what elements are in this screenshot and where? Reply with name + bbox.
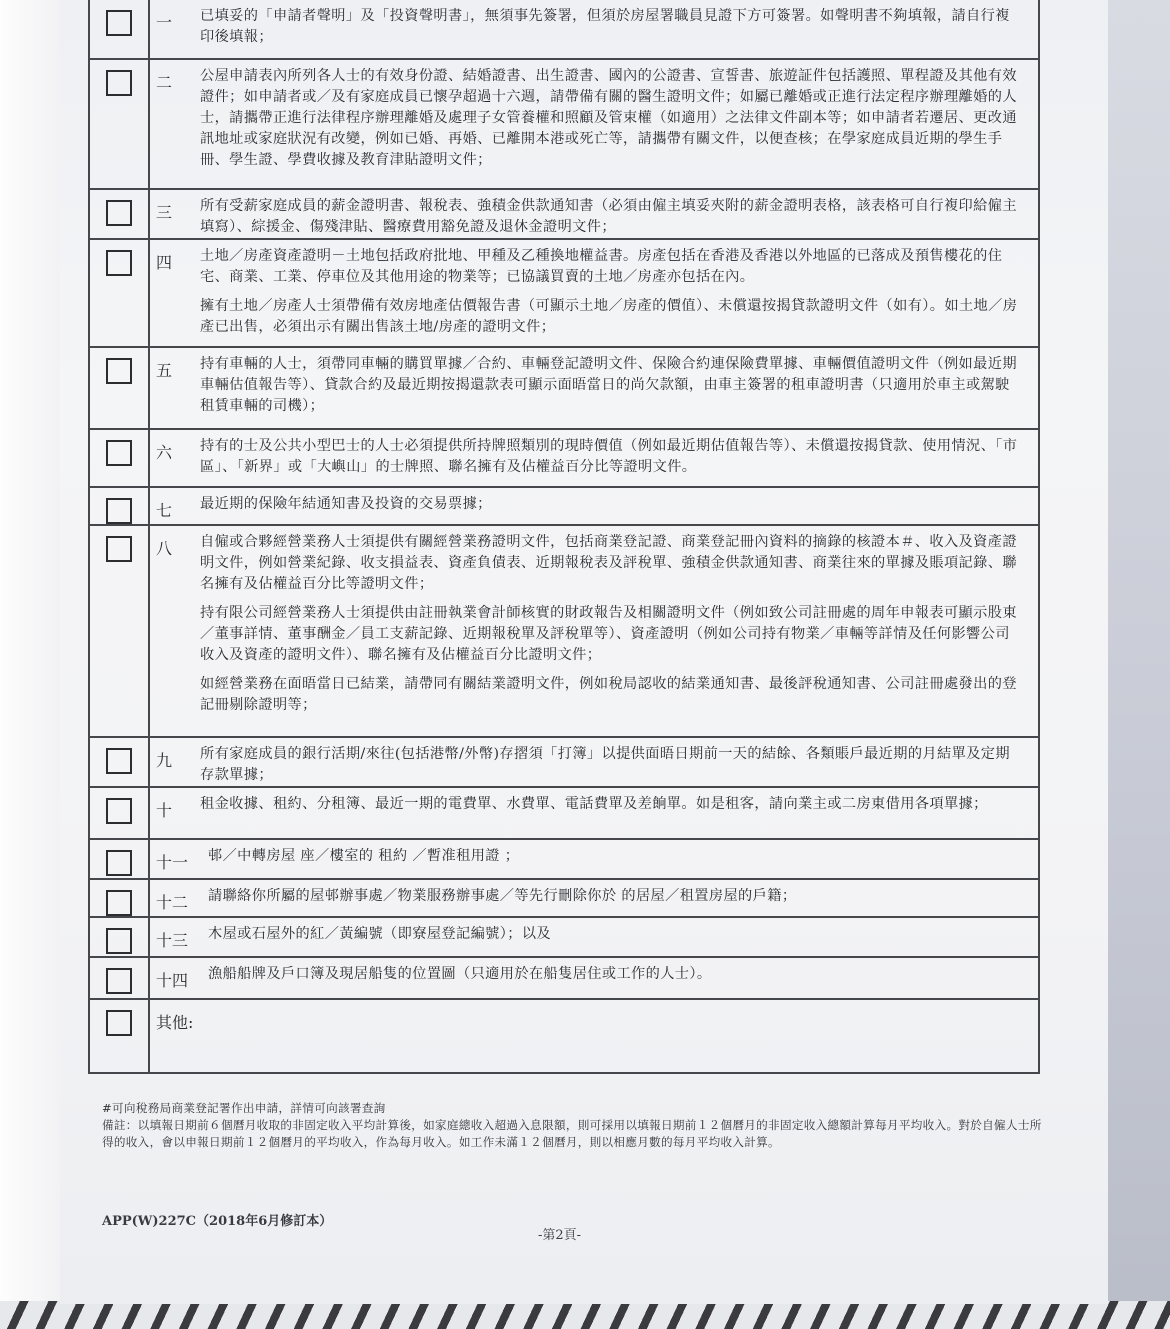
checklist-row [90, 348, 1038, 430]
checklist-row [90, 240, 1038, 348]
item-paragraph: 擁有土地／房產人士須帶備有效房地產估價報告書（可顯示土地／房產的價值）、未償還按揭貸款證明文件（如有）。如土地／房產已出售，必須出示有關出售該土地/房產的證明文件； [200, 298, 1018, 335]
checkbox-cell [90, 488, 148, 524]
checkbox-cell [90, 348, 148, 428]
checklist-row [90, 526, 1038, 738]
item-paragraph: 持有限公司經營業務人士須提供由註冊執業會計師核實的財政報告及相關證明文件（例如致公司註冊處的周年申報表可顯示股東／董事詳情、董事酬金／員工支薪記錄、近期報稅單及評稅單等）、資產證明（例如公司持有物業／車輛等詳情及任何影響公司收入及資產的證明文件）、聯名擁有及佔權益百分比證明文件； [200, 605, 1017, 663]
page-number: -第2頁- [538, 1228, 582, 1243]
checklist-row [90, 60, 1038, 190]
item-paragraph: 如經營業務在面晤當日已結業，請帶同有關結業證明文件，例如稅局認收的結業通知書、最後評稅通知書、公司註冊處發出的登記冊剔除證明等； [200, 676, 1017, 713]
background-fabric [0, 1301, 1170, 1329]
checklist-row [90, 958, 1038, 1000]
checkbox[interactable] [106, 10, 132, 36]
checkbox-cell [90, 880, 148, 916]
checkbox[interactable] [106, 890, 132, 916]
item-text [192, 0, 1038, 58]
checklist-table [88, 0, 1040, 1074]
item-paragraph: 漁船船牌及戶口簿及現居船隻的位置圖（只適用於在船隻居住或工作的人士）。 [208, 966, 712, 982]
item-text [192, 430, 1038, 486]
item-paragraph: 已填妥的「申請者聲明」及「投資聲明書」，無須事先簽署，但須於房屋署職員見證下方可簽署。如聲明書不夠填報，請自行複印後填報； [200, 8, 1010, 45]
checkbox-cell [90, 60, 148, 188]
item-number: 六 [148, 430, 192, 486]
item-text [192, 488, 1038, 524]
checkbox[interactable] [106, 748, 132, 774]
checkbox[interactable] [106, 200, 132, 226]
item-number: 十四 [148, 958, 200, 998]
item-number: 四 [148, 240, 192, 346]
checkbox-cell [90, 840, 148, 878]
footnotes [102, 1100, 1042, 1151]
item-paragraph: 木屋或石屋外的紅／黃編號（即寮屋登記編號）；以及 [208, 926, 552, 942]
background-right [1108, 0, 1170, 1329]
checkbox[interactable] [106, 250, 132, 276]
item-number: 三 [148, 190, 192, 238]
checklist-row [90, 840, 1038, 880]
item-paragraph: 所有家庭成員的銀行活期/來往(包括港幣/外幣)存摺須「打簿」以提供面晤日期前一天的結餘、各類賬戶最近期的月結單及定期存款單據； [200, 746, 1010, 783]
checkbox-cell [90, 918, 148, 956]
document-page [60, 0, 1108, 1304]
item-text [192, 190, 1038, 238]
item-paragraph: 租金收據、租約、分租簿、最近一期的電費單、水費單、電話費單及差餉單。如是租客，請向業主或二房東借用各項單據； [200, 796, 988, 812]
item-number: 七 [148, 488, 192, 524]
checklist-row [90, 738, 1038, 788]
checkbox[interactable] [106, 1010, 132, 1036]
checkbox[interactable] [106, 798, 132, 824]
remark: 備註：以填報日期前６個曆月收取的非固定收入平均計算後，如家庭總收入超過入息限額，則可採用以填報日期前１２個曆月的非固定收入總額計算每月平均收入。對於自僱人士所得的收入，會以申報日期前１２個曆月的平均收入，作為每月收入。如工作未滿１２個曆月，則以相應月數的每月平均收入計算。 [102, 1118, 1042, 1149]
checkbox[interactable] [106, 536, 132, 562]
item-text [200, 1000, 1038, 1072]
checkbox-cell [90, 526, 148, 736]
item-text [192, 60, 1038, 188]
item-number: 其他: [148, 1000, 200, 1072]
form-code: APP(W)227C（2018年6月修訂本） [102, 1214, 333, 1229]
item-text [192, 738, 1038, 786]
checkbox[interactable] [106, 928, 132, 954]
checklist-row [90, 918, 1038, 958]
checklist-row [90, 0, 1038, 60]
checklist-row [90, 488, 1038, 526]
item-text [192, 240, 1038, 346]
item-number: 十二 [148, 880, 200, 916]
item-paragraph: 持有的士及公共小型巴士的人士必須提供所持牌照類別的現時價值（例如最近期估值報告等）、未償還按揭貸款、使用情況、「市區」、「新界」或「大嶼山」的士牌照、聯名擁有及佔權益百分比等證明文件。 [200, 438, 1018, 475]
checkbox[interactable] [106, 358, 132, 384]
item-number: 十三 [148, 918, 200, 956]
item-number: 九 [148, 738, 192, 786]
checkbox[interactable] [106, 70, 132, 96]
item-text [192, 788, 1038, 838]
checkbox[interactable] [106, 440, 132, 466]
item-text [200, 958, 1038, 998]
checkbox-cell [90, 0, 148, 58]
item-paragraph: 所有受薪家庭成員的薪金證明書、報稅表、強積金供款通知書（必須由僱主填妥夾附的薪金證明表格，該表格可自行複印給僱主填寫）、綜援金、傷殘津貼、醫療費用豁免證及退休金證明文件； [200, 198, 1017, 235]
item-number: 八 [148, 526, 192, 736]
item-paragraph: 邨／中轉房屋 座／樓室的 租約 ／暫准租用證 ； [208, 848, 520, 864]
checkbox[interactable] [106, 850, 132, 876]
item-paragraph: 持有車輛的人士，須帶同車輛的購買單據／合約、車輛登記證明文件、保險合約連保險費單據、車輛價值證明文件（例如最近期車輛估值報告等）、貸款合約及最近期按揭還款表可顯示面晤當日的尚欠款額，由車主簽署的租車證明書（只適用於車主或駕駛租賃車輛的司機）； [200, 356, 1017, 414]
item-text [200, 840, 1038, 878]
checklist-row [90, 788, 1038, 840]
checkbox[interactable] [106, 968, 132, 994]
item-paragraph: 公屋申請表內所列各人士的有效身份證、結婚證書、出生證書、國內的公證書、宣誓書、旅遊証件包括護照、單程證及其他有效證件；如申請者或／及有家庭成員已懷孕超過十六週，請帶備有關的醫生證明文件；如屬已離婚或正進行法定程序辦理離婚的人士，請攜帶正進行法律程序辦理離婚及處理子女管養權和照顧及管束權（如適用）之法律文件副本等；如申請者若遷居、更改通訊地址或家庭狀況有改變，例如已婚、再婚、已離開本港或死亡等，請攜帶有關文件，以便查核；在學家庭成員近期的學生手冊、學生證、學費收據及教育津貼證明文件； [200, 68, 1017, 168]
item-number: 二 [148, 60, 192, 188]
item-text [192, 526, 1038, 736]
checkbox-cell [90, 430, 148, 486]
checkbox-cell [90, 958, 148, 998]
item-paragraph: 土地／房產資產證明－土地包括政府批地、甲種及乙種換地權益書。房產包括在香港及香港以外地區的已落成及預售樓花的住宅、商業、工業、停車位及其他用途的物業等；已協議買賣的土地／房產亦包括在內。 [200, 248, 1003, 285]
checkbox-cell [90, 1000, 148, 1072]
item-paragraph: 最近期的保險年結通知書及投資的交易票據； [200, 496, 492, 512]
item-number: 十 [148, 788, 192, 838]
item-number: 一 [148, 0, 192, 58]
hash-note: #可向稅務局商業登記署作出申請，詳情可向該署查詢 [102, 1101, 386, 1115]
item-paragraph: 請聯絡你所屬的屋邨辦事處／物業服務辦事處／等先行刪除你於 的居屋／租置房屋的戶籍； [208, 888, 797, 904]
checkbox-cell [90, 190, 148, 238]
item-number: 五 [148, 348, 192, 428]
item-paragraph: 自僱或合夥經營業務人士須提供有關經營業務證明文件，包括商業登記證、商業登記冊內資料的摘錄的核證本＃、收入及資產證明文件，例如營業紀錄、收支損益表、資產負債表、近期報稅表及評稅單、強積金供款通知書、商業往來的單據及賬項記錄、聯名擁有及佔權益百分比等證明文件； [200, 534, 1017, 592]
checkbox-cell [90, 788, 148, 838]
item-number: 十一 [148, 840, 200, 878]
checklist-row [90, 880, 1038, 918]
checkbox[interactable] [106, 498, 132, 524]
checklist-row [90, 190, 1038, 240]
item-text [200, 880, 1038, 916]
item-text [200, 918, 1038, 956]
checkbox-cell [90, 738, 148, 786]
checklist-row [90, 430, 1038, 488]
checkbox-cell [90, 240, 148, 346]
item-text [192, 348, 1038, 428]
checklist-row [90, 1000, 1038, 1074]
background-left [0, 0, 60, 1329]
